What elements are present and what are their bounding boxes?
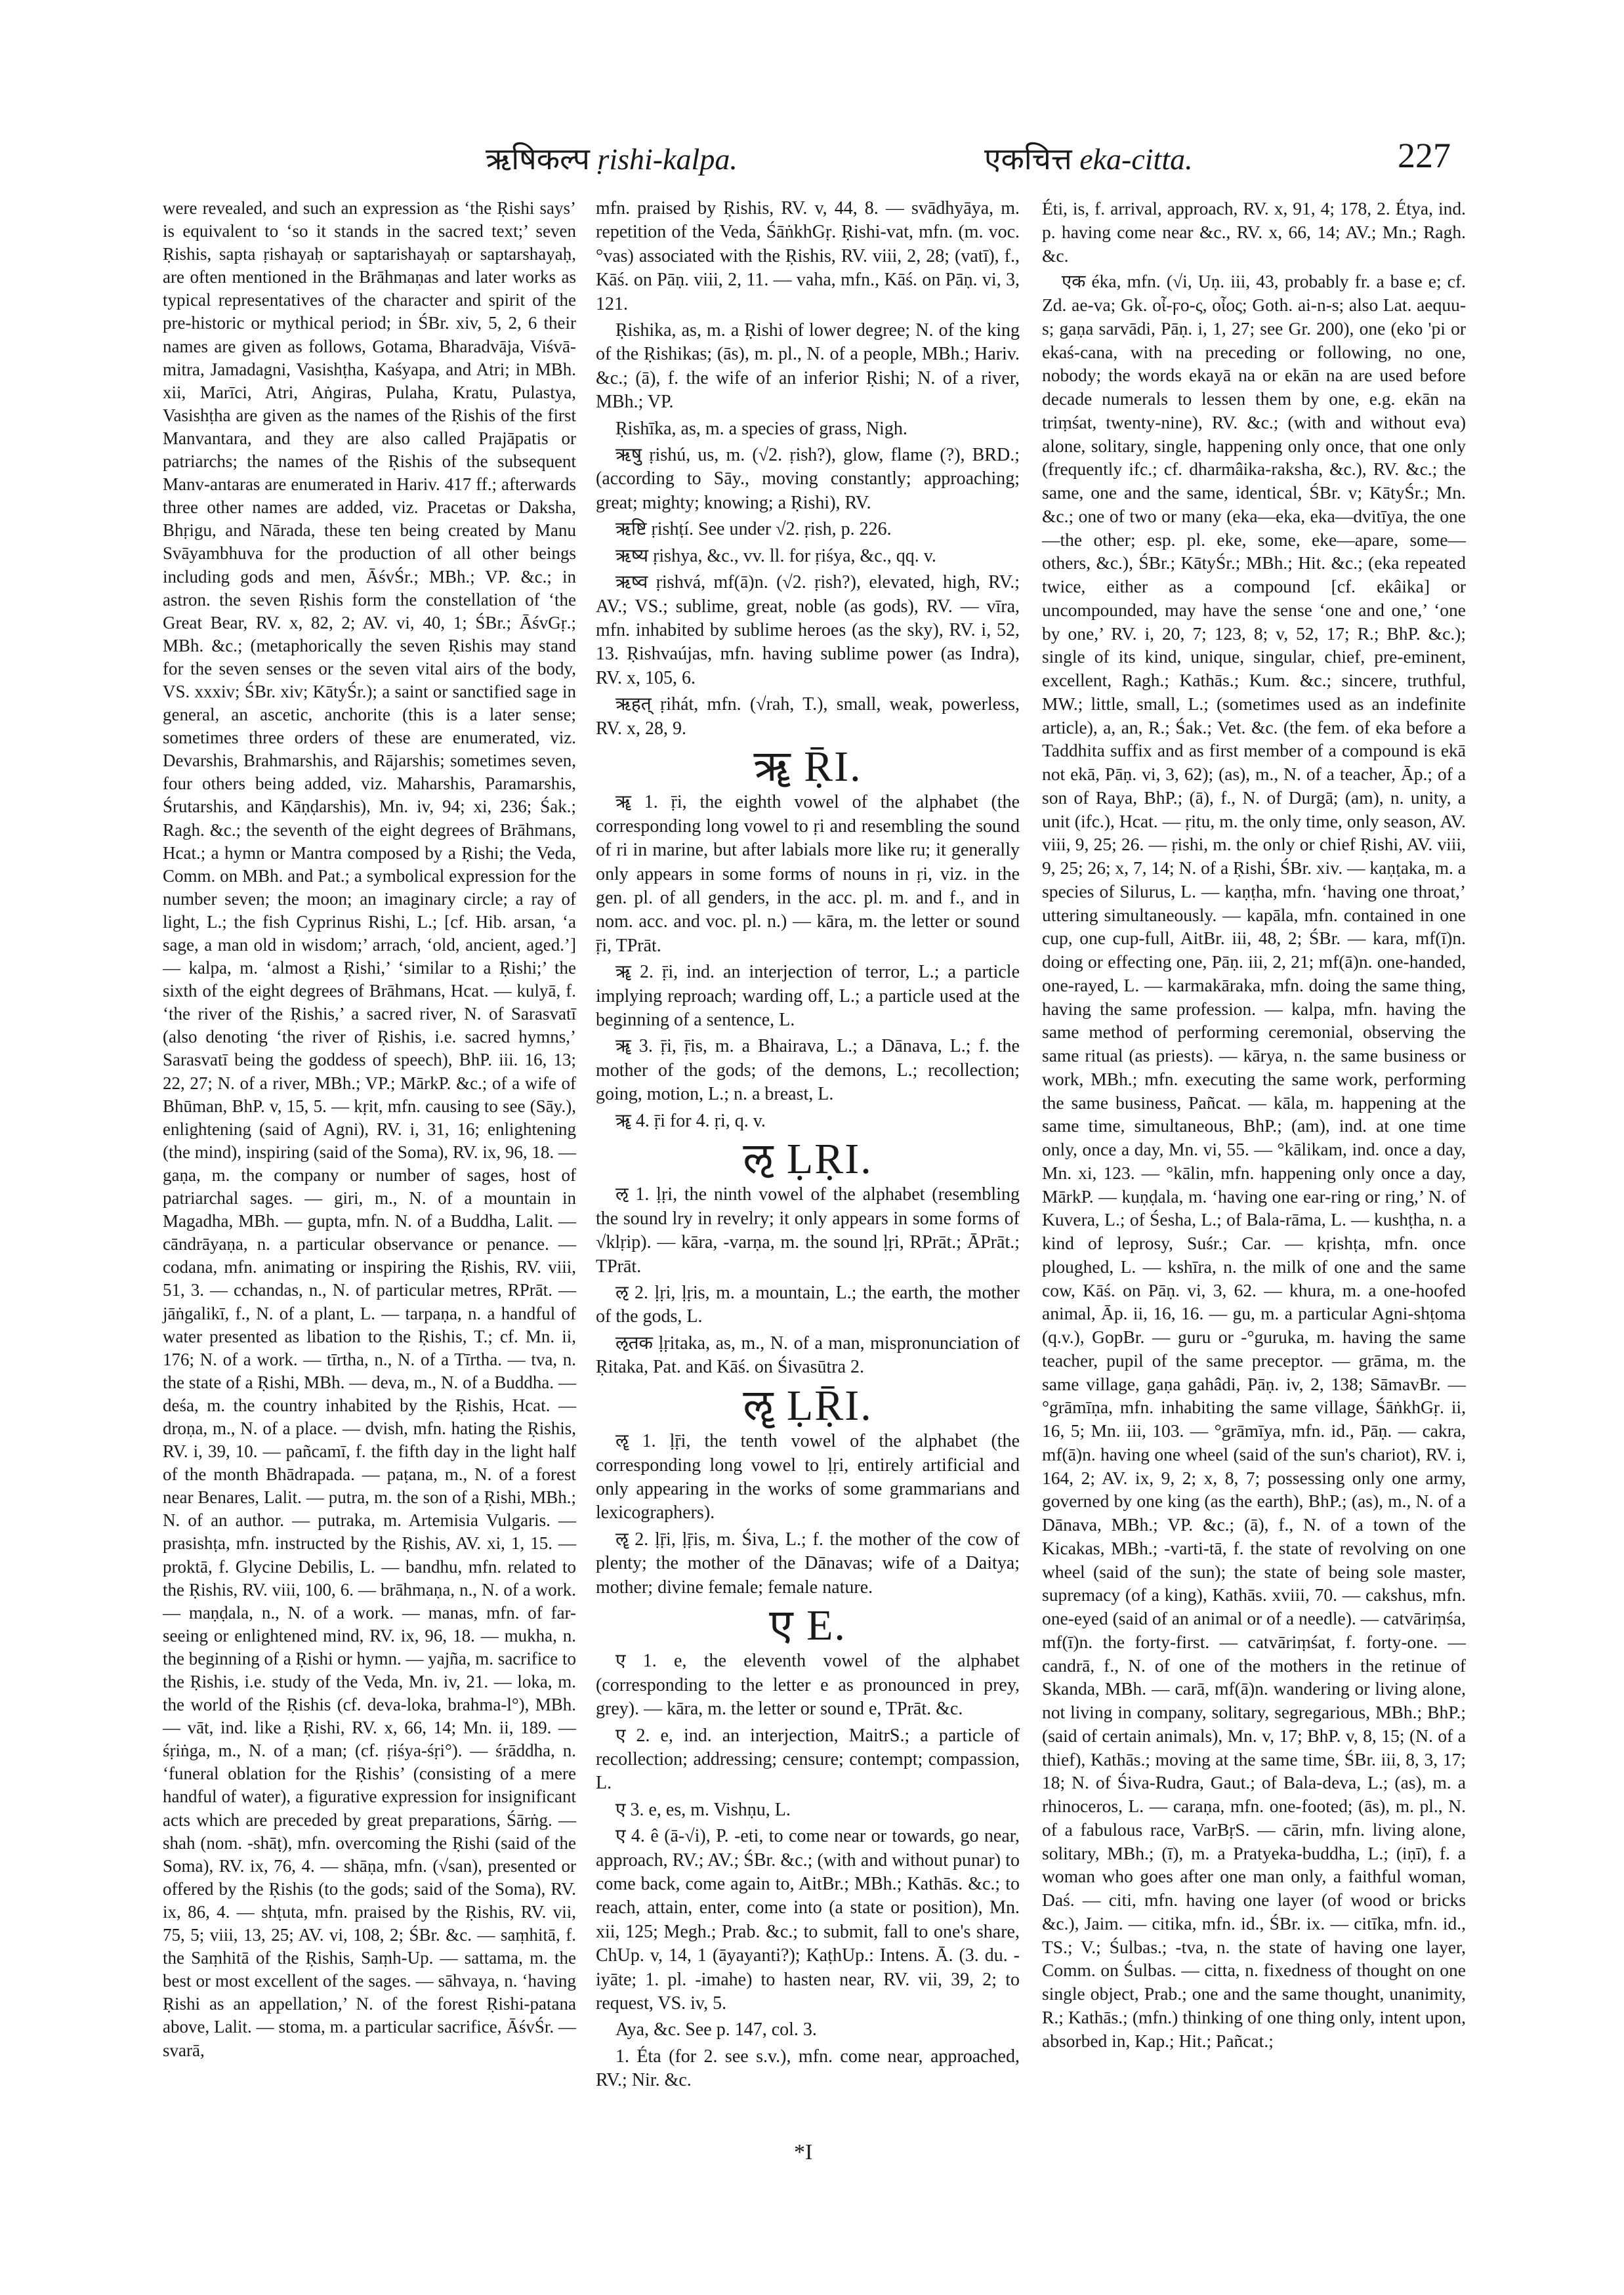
entry-text: ॠ 3. ṝi, ṝis, m. a Bhairava, L.; a Dānava, L.; f. the mother of the gods; of the demons, L.; recollection; going, motion, L.; n. a breast, L. [596, 1036, 1020, 1105]
entry-text: ॠ 4. ṝi for 4. ṛi, q. v. [615, 1110, 766, 1131]
column-right [1042, 197, 1466, 2052]
entry-text: Ṛishika, as, m. a Ṛishi of lower degree; N. of the king of the Ṛishikas; (ās), m. pl., N. of a people, MBh.; Hariv. &c.; (ā), f. the wife of an inferior Ṛishi; N. of a river, MBh.; VP. [596, 320, 1020, 413]
signature-mark: *I [794, 2140, 813, 2164]
entry-text: ऌ 2. ḷṛi, ḷṛis, m. a mountain, L.; the earth, the mother of the gods, L. [596, 1283, 1020, 1327]
entry-text: Aya, &c. See p. 147, col. 3. [615, 2019, 817, 2040]
header-right-devanagari: एकचित्त [984, 142, 1072, 176]
header-left-devanagari: ऋषिकल्प [486, 142, 590, 176]
entry-text: ए 2. e, ind. an interjection, MaitrS.; a particle of recollection; addressing; censure; contempt; compassion, L. [596, 1725, 1020, 1794]
header-left-roman: ṛishi-kalpa. [597, 142, 738, 176]
running-header [0, 138, 1624, 190]
entry-text: ॠ 1. ṝi, the eighth vowel of the alphabet (the corresponding long vowel to ṛi and resembling the sound of ri in marine, but after labials more like ru; it generally only appears in some forms of nouns in ṛi, viz. in the gen. pl. of all genders, in the acc. pl. m. and f., and in nom. acc. and voc. pl. n.) — kāra, m. the letter or sound ṝi, TPrāt. [596, 792, 1020, 956]
header-right-headword [984, 138, 1193, 178]
entry-text: ऋष्व ṛishvá, mf(ā)n. (√2. ṛish?), elevated, high, RV.; AV.; VS.; sublime, great, noble (as gods), RV. — vīra, mfn. inhabited by sublime heroes (as the sky), RV. i, 52, 13. Ṛishvaújas, mfn. having sublime power (as Indra), RV. x, 105, 6. [596, 572, 1020, 688]
entry-text: mfn. praised by Ṛishis, RV. v, 44, 8. — svādhyāya, m. repetition of the Veda, ŚāṅkhGṛ. Ṛishi-vat, mfn. (m. voc. °vas) associated with the Ṛishis, RV. viii, 2, 28; (vatī), f., Kāś. on Pāṇ. viii, 2, 11. — vaha, mfn., Kāś. on Pāṇ. vi, 3, 121. [596, 198, 1020, 314]
entry-text: ऋष्य ṛishya, &c., vv. ll. for ṛiśya, &c., qq. v. [615, 545, 936, 566]
entry-text: ए 4. ê (ā-√i), P. -eti, to come near or towards, go near, approach, RV.; AV.; ŚBr. &c.; (with and without punar) to come back, come again to, AitBr.; MBh.; Kathās. &c.; to reach, attain, enter, come into (a state or position), Mn. xii, 125; Megh.; Prab. &c.; to submit, fall to one's share, ChUp. v, 14, 1 (āyayanti?); KaṭhUp.: Intens. Ā. (3. du. -iyāte; 1. pl. -imahe) to hasten near, RV. vii, 39, 2; to request, VS. iv, 5. [596, 1826, 1020, 2014]
entry-text: ॡ 2. ḷṝi, ḷṝis, m. Śiva, L.; f. the mother of the cow of plenty; the mother of the Dānavas; wife of a Daitya; mother; divine female; female nature. [596, 1529, 1020, 1598]
section-heading: ॠ ṜI. [753, 742, 862, 791]
entry-text: ऋषु ṛishú, us, m. (√2. ṛish?), glow, flame (?), BRD.; (according to Sāy., moving constantly; approaching; great; mighty; knowing; a Ṛishi), RV. [596, 445, 1020, 513]
section-heading: ए E. [769, 1601, 846, 1649]
entry-text: एक éka, mfn. (√i, Uṇ. iii, 43, probably fr. a base e; cf. Zd. ae-va; Gk. οἶ-ϝο-ς, οἶος; Goth. ai-n-s; also Lat. aequu-s; gaṇa sarvādi, Pāṇ. i, 1, 27; see Gr. 200), one (eko 'pi or ekaś-cana, with na preceding or following, no one, nobody; the words ekayā na or ekān na are used before decade numerals to lessen them by one, e.g. ekān na triṃśat, twenty-nine), RV. &c.; (with and without eva) alone, solitary, single, happening only once, that one only (frequently ifc.; cf. dharmâika-raksha, &c.), RV. &c.; the same, one and the same, identical, ŚBr. v; KātyŚr.; Mn. &c.; one of two or many (eka—eka, eka—dvitīya, the one—the other; esp. pl. eke, some, eke—apare, some—others, &c.), ŚBr.; KātyŚr.; MBh.; Hit. &c.; (eka repeated twice, either as a compound [cf. ekâika] or uncompounded, may have the sense ‘one and one,’ ‘one by one,’ RV. i, 20, 7; 123, 8; v, 52, 17; R.; BhP. &c.); single of its kind, unique, singular, chief, pre-eminent, excellent, Ragh.; Kathās.; Kum. &c.; sincere, truthful, MW.; little, small, L.; (sometimes used as an indefinite article), a, an, R.; Śak.; Vet. &c. (the fem. of eka before a Taddhita suffix and as first member of a compound is ekā not ekā, Pāṇ. vi, 3, 62); (as), m., N. of a teacher, Āp.; of a son of Raya, BhP.; (ā), f., N. of Durgā; (am), n. unity, a unit (ifc.), Hcat. — ṛitu, m. the only time, only season, AV. viii, 9, 25; 26. — ṛishi, m. the only or chief Ṛishi, AV. viii, 9, 25; 26; x, 7, 14; N. of a Ṛishi, ŚBr. xiv. — kaṇṭaka, m. a species of Silurus, L. — kaṇṭha, mfn. ‘having one throat,’ uttering simultaneously. — kapāla, mfn. contained in one cup, one cup-full, AitBr. iii, 48, 2; ŚBr. — kara, mf(ī)n. doing or effecting one, Pāṇ. iii, 2, 21; mf(ā)n. one-handed, one-rayed, L. — karmakāraka, mfn. doing the same thing, having the same profession. — kalpa, mfn. having the same method of performing ceremonial, observing the same ritual (as priests). — kārya, n. the same business or work, MBh.; mfn. executing the same work, performing the same business, Pañcat. — kāla, m. happening at the same time, simultaneous, BhP.; (am), ind. at one time only, once a day, Mn. vi, 55. — °kālikam, ind. once a day, Mn. xi, 123. — °kālin, mfn. happening only once a day, MārkP. — kuṇḍala, m. ‘having one ear-ring or ring,’ N. of Kuvera, L.; of Śesha, L.; of Bala-rāma, L. — kushṭha, n. a kind of leprosy, Suśr.; Car. — kṛishṭa, mfn. once ploughed, L. — kshīra, n. the milk of one and the same cow, Kāś. on Pāṇ. vi, 3, 62. — khura, m. a one-hoofed animal, Āp. ii, 16, 16. — gu, m. a particular Agni-shṭoma (q.v.), GopBr. — guru or -°guruka, m. having the same teacher, pupil of the same preceptor. — grāma, m. the same village, gaṇa gahâdi, Pāṇ. iv, 2, 138; SāmavBr. — °grāmīṇa, mfn. inhabiting the same village, ŚāṅkhGṛ. ii, 16, 5; Mn. iii, 103. — °grāmīya, mfn. id., Pāṇ. — cakra, mf(ā)n. having one wheel (said of the sun's chariot), RV. i, 164, 2; AV. ix, 9, 2; x, 8, 7; possessing only one army, governed by one king (as the earth), BhP.; (as), m., N. of a Dānava, MBh.; VP. &c.; (ā), f., N. of a town of the Kicakas, MBh.; -varti-tā, f. the state of revolving on one wheel (said of the sun); the state of being sole master, supremacy (of a king), Kathās. xviii, 70. — cakshus, mfn. one-eyed (said of an animal or of a needle). — catvāriṃśa, mf(ī)n. the forty-first. — catvāriṃśat, f. forty-one. — candrā, f., N. of one of the mothers in the retinue of Skanda, MBh. — carā, mf(ā)n. wandering or living alone, not living in company, solitary, segregarious, MBh.; BhP.; (said of certain animals), Mn. v, 17; BhP. v, 8, 15; (N. of a thief), Kathās.; moving at the same time, ŚBr. iii, 8, 3, 17; 18; N. of Śiva-Rudra, Gaut.; of Bala-deva, L.; (as), m. a rhinoceros, L. — caraṇa, mfn. one-footed; (ās), m. pl., N. of a fabulous race, VarBṛS. — cārin, mfn. living alone, solitary, MBh.; (ī), m. a Pratyeka-buddha, L.; (iṇī), f. a woman who goes after one man only, a faithful woman, Daś. — citi, mfn. having one layer (of wood or bricks &c.), Jaim. — citika, mfn. id., ŚBr. ix. — citīka, mfn. id., TS.; V.; Śulbas.; -tva, n. the state of having one layer, Comm. on Śulbas. — citta, n. fixedness of thought on one single object, Prab.; one and the same thought, unanimity, R.; Kathās.; (mfn.) thinking of one thing only, intent upon, absorbed in, Kap.; Hit.; Pañcat.; [1042, 271, 1466, 2051]
entry-text: ए 3. e, es, m. Vishṇu, L. [615, 1799, 791, 1820]
entry-text: ऋहत् ṛihát, mfn. (√rah, T.), small, weak, powerless, RV. x, 28, 9. [596, 694, 1020, 739]
entry-text: Ṛishīka, as, m. a species of grass, Nigh. [615, 418, 907, 439]
entry-text: 1. Éta (for 2. see s.v.), mfn. come near, approached, RV.; Nir. &c. [596, 2046, 1020, 2091]
section-heading: ॡ ḶṜI. [743, 1381, 873, 1430]
entry-text: ॡ 1. ḷṝi, the tenth vowel of the alphabet (the corresponding long vowel to ḷṛi, entirely artificial and only appearing in the works of some grammarians and lexicographers). [596, 1431, 1020, 1523]
page-number: 227 [1398, 136, 1451, 175]
header-left-headword [486, 138, 738, 178]
entry-text: ॠ 2. ṝi, ind. an interjection of terror, L.; a particle implying reproach; warding off, L.; a particle used at the beginning of a sentence, L. [596, 962, 1020, 1030]
section-heading: ऌ ḶṚI. [743, 1135, 873, 1184]
column-middle [596, 197, 1020, 2093]
column-left [163, 197, 576, 2062]
entry-text: ऋष्टि ṛishṭí. See under √2. ṛish, p. 226. [615, 519, 892, 540]
entry-text: ए 1. e, the eleventh vowel of the alphabet (corresponding to the letter e as pronounced in prey, grey). — kāra, m. the letter or sound e, TPrāt. &c. [596, 1651, 1020, 1720]
entry-text: ऌतक ḷṛitaka, as, m., N. of a man, mispronunciation of Ṛitaka, Pat. and Kāś. on Śivasūtra 2. [596, 1333, 1020, 1378]
entry-text: ऌ 1. ḷṛi, the ninth vowel of the alphabet (resembling the sound lry in revelry; it only appears in some forms of √klṛip). — kāra, -varṇa, m. the sound ḷṛi, RPrāt.; ĀPrāt.; TPrāt. [596, 1184, 1020, 1277]
entry-text: Éti, is, f. arrival, approach, RV. x, 91, 4; 178, 2. Étya, ind. p. having come near &c., RV. x, 66, 14; AV.; Mn.; Ragh. &c. [1042, 198, 1466, 266]
entry-text: were revealed, and such an expression as ‘the Ṛishi says’ is equivalent to ‘so it stands in the sacred text;’ seven Ṛishis, sapta ṛishayaḥ or saptarishayaḥ or saptarshayaḥ, are often mentioned in the Brāhmaṇas and later works as typical representatives of the character and spirit of the pre-historic or mythical period; in ŚBr. xiv, 5, 2, 6 their names are given as follows, Gotama, Bharadvāja, Viśvā-mitra, Jamadagni, Vasishṭha, Kaśyapa, and Atri; in MBh. xii, Marīci, Atri, Aṅgiras, Pulaha, Kratu, Pulastya, Vasishṭha are given as the names of the Ṛishis of the first Manvantara, and they are also called Prajāpatis or patriarchs; the names of the Ṛishis of the subsequent Manv-antaras are enumerated in Hariv. 417 ff.; afterwards three other names are added, viz. Pracetas or Daksha, Bhṛigu, and Nārada, these ten being created by Manu Svāyambhuva for the production of all other beings including gods and men, ĀśvŚr.; MBh.; VP. &c.; in astron. the seven Ṛishis form the constellation of ‘the Great Bear, RV. x, 82, 2; AV. vi, 40, 1; ŚBr.; ĀśvGṛ.; MBh. &c.; (metaphorically the seven Ṛishis may stand for the seven senses or the seven vital airs of the body, VS. xxxiv; ŚBr. xiv; KātyŚr.); a saint or sanctified sage in general, an ascetic, anchorite (this is a later sense; sometimes three orders of these are enumerated, viz. Devarshis, Brahmarshis, and Rājarshis; sometimes seven, four others being added, viz. Maharshis, Paramarshis, Śrutarshis, and Kāṇḍarshis), Mn. iv, 94; xi, 236; Śak.; Ragh. &c.; the seventh of the eight degrees of Brāhmans, Hcat.; a hymn or Mantra composed by a Ṛishi; the Veda, Comm. on MBh. and Pat.; a symbolical expression for the number seven; the moon; an imaginary circle; a ray of light, L.; the fish Cyprinus Rishi, L.; [cf. Hib. arsan, ‘a sage, a man old in wisdom;’ arrach, ‘old, ancient, aged.’] — kalpa, m. ‘almost a Ṛishi,’ ‘similar to a Ṛishi;’ the sixth of the eight degrees of Brāhmans, Hcat. — kulyā, f. ‘the river of the Ṛishis,’ a sacred river, N. of Sarasvatī (also denoting ‘the river of Ṛishis, i.e. sacred hymns,’ Sarasvatī being the goddess of speech), BhP. iii. 16, 13; 22, 27; N. of a river, MBh.; VP.; MārkP. &c.; of a wife of Bhūman, BhP. v, 15, 5. — kṛit, mfn. causing to see (Sāy.), enlightening (said of Agni), RV. i, 31, 16; enlightening (the mind), inspiring (said of the Soma), RV. ix, 96, 18. — gaṇa, m. the company or number of sages, host of patriarchal sages. — giri, m., N. of a mountain in Magadha, MBh. — gupta, mfn. N. of a Buddha, Lalit. — cāndrāyaṇa, n. a particular observance or penance. — codana, mfn. animating or inspiring the Ṛishis, RV. viii, 51, 3. — cchandas, n., N. of particular metres, RPrāt. — jāṅgalikī, f., N. of a plant, L. — tarpaṇa, n. a handful of water presented as libation to the Ṛishis, T.; cf. Mn. ii, 176; N. of a work. — tīrtha, n., N. of a Tīrtha. — tva, n. the state of a Ṛishi, MBh. — deva, m., N. of a Buddha. — deśa, m. the country inhabited by the Ṛishis, Hcat. — droṇa, m., N. of a place. — dvish, mfn. hating the Ṛishis, RV. i, 39, 10. — pañcamī, f. the fifth day in the light half of the month Bhādrapada. — paṭana, m., N. of a forest near Benares, Lalit. — putra, m. the son of a Ṛishi, MBh.; N. of an author. — putraka, m. Artemisia Vulgaris. — prasishṭa, mfn. instructed by the Ṛishis, AV. xi, 1, 15. — proktā, f. Glycine Debilis, L. — bandhu, mfn. related to the Ṛishis, RV. viii, 100, 6. — brāhmaṇa, n., N. of a work. — maṇḍala, n., N. of a work. — manas, mfn. of far-seeing or enlightened mind, RV. ix, 96, 18. — mukha, n. the beginning of a Ṛishi or hymn. — yajña, m. sacrifice to the Ṛishis, i.e. study of the Veda, Mn. iv, 21. — loka, m. the world of the Ṛishis (cf. deva-loka, brahma-l°), MBh. — vāt, ind. like a Ṛishi, RV. x, 66, 14; Mn. ii, 189. — śṛiṅga, m., N. of a man; (cf. ṛiśya-śṛi°). — śrāddha, n. ‘funeral oblation for the Ṛishis’ (consisting of a mere handful of water), a figurative expression for insignificant acts which are preceded by great preparations, Śārṅg. — shah (nom. -shāṭ), mfn. overcoming the Ṛishi (said of the Soma), RV. ix, 76, 4. — shāṇa, mfn. (√san), presented or offered by the Ṛishis (to the gods; said of the Soma), RV. ix, 86, 4. — shṭuta, mfn. praised by the Ṛishis, RV. vii, 75, 5; viii, 13, 25; AV. vi, 108, 2; ŚBr. &c. — saṃhitā, f. the Saṃhitā of the Ṛishis, Saṃh-Up. — sattama, m. the best or most excellent of the sages. — sāhvaya, n. ‘having Ṛishi as an appellation,’ N. of the forest Ṛishi-patana above, Lalit. — stoma, m. a particular sacrifice, ĀśvŚr. — svarā, [163, 198, 576, 2060]
header-right-roman: eka-citta. [1079, 142, 1193, 176]
